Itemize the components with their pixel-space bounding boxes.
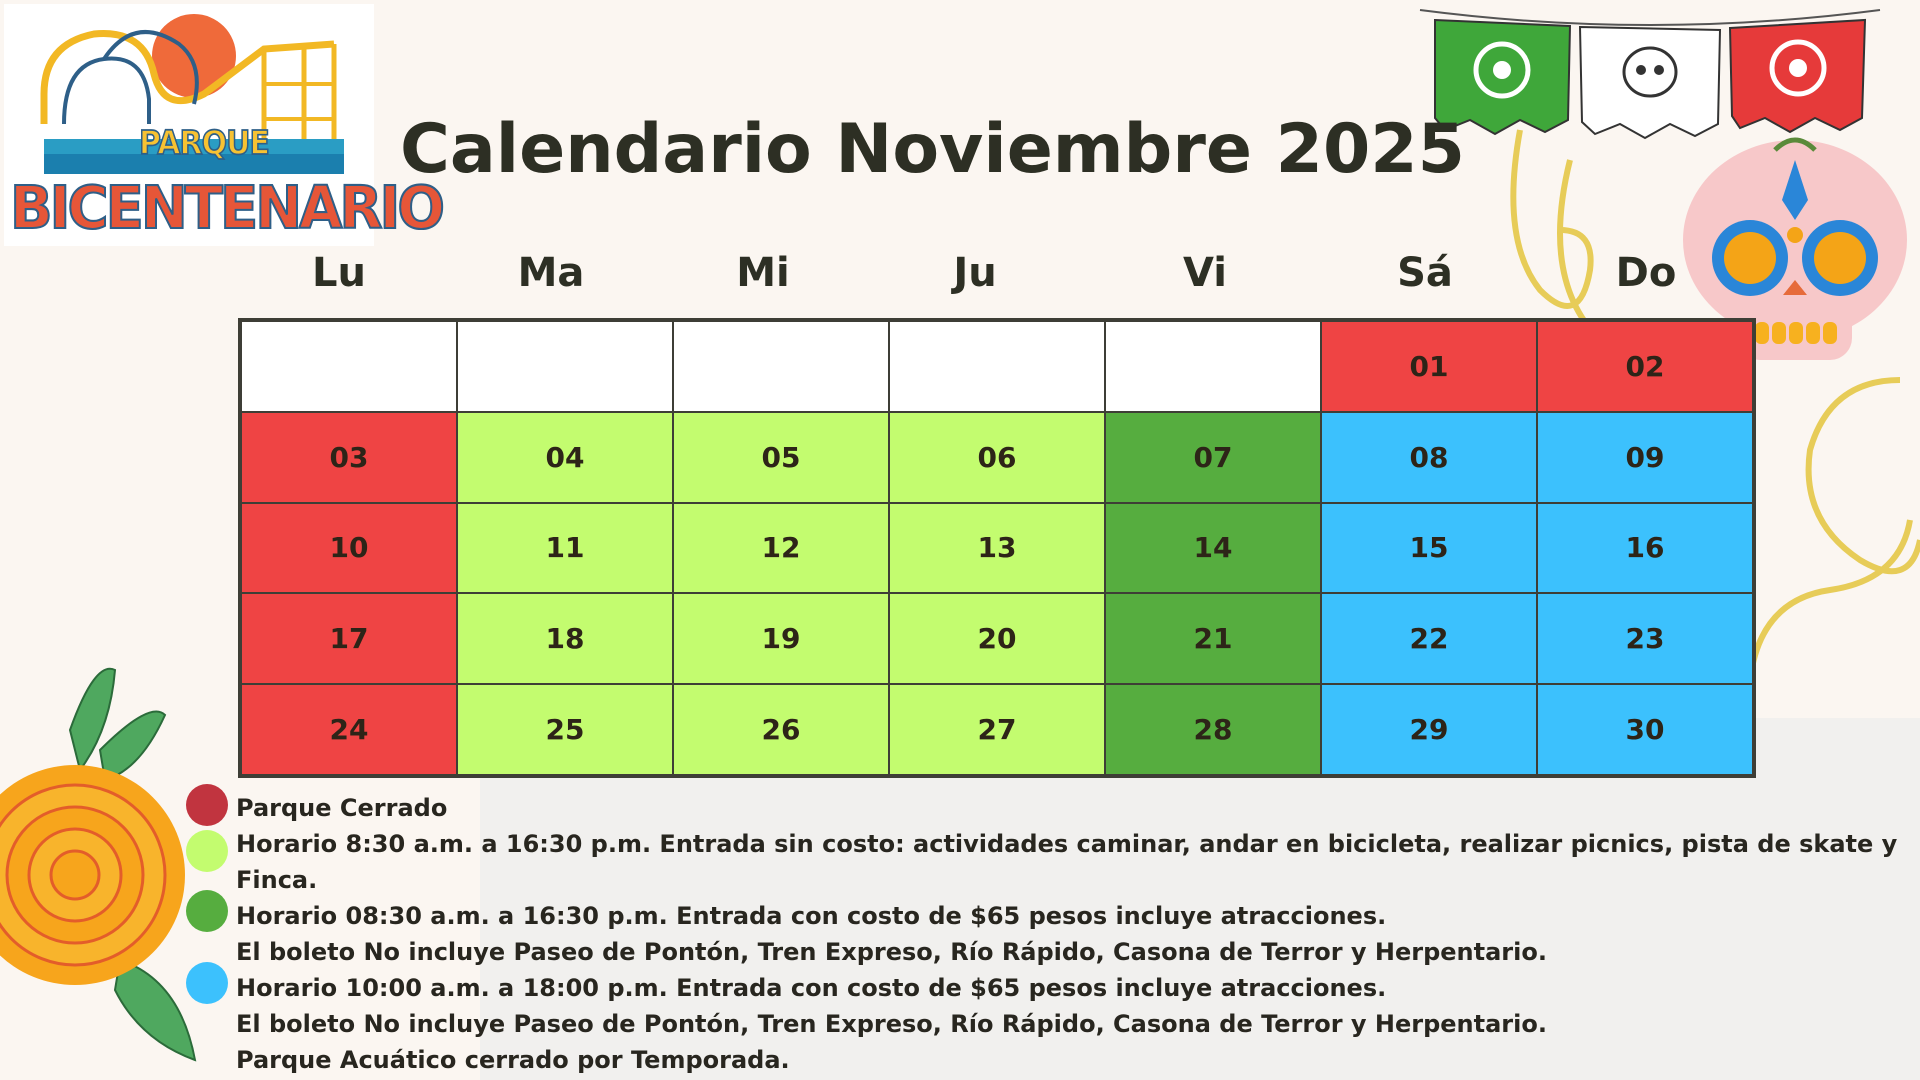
parque-bicentenario-logo bbox=[4, 4, 442, 246]
calendar-day-11: 11 bbox=[457, 503, 673, 594]
calendar-day-10: 10 bbox=[241, 503, 457, 594]
legend-paid-late-line: El boleto No incluye Paseo de Pontón, Tren Expreso, Río Rápido, Casona de Terror y Herpentario. bbox=[236, 1010, 1547, 1038]
logo-parque-text: PARQUE bbox=[139, 124, 269, 163]
legend bbox=[236, 790, 1916, 1078]
calendar-empty-cell bbox=[889, 321, 1105, 412]
logo-bicentenario-text: BICENTENARIO bbox=[10, 174, 442, 243]
cempasuchil-flower-icon bbox=[0, 660, 220, 1080]
calendar-day-30: 30 bbox=[1537, 684, 1753, 775]
calendar-day-13: 13 bbox=[889, 503, 1105, 594]
legend-paid-late-line: Horario 10:00 a.m. a 18:00 p.m. Entrada con costo de $65 pesos incluye atracciones. bbox=[236, 974, 1387, 1002]
calendar-day-09: 09 bbox=[1537, 412, 1753, 503]
calendar-empty-cell bbox=[241, 321, 457, 412]
calendar-day-04: 04 bbox=[457, 412, 673, 503]
weekday-sunday: Do bbox=[1615, 250, 1677, 296]
calendar-day-07: 07 bbox=[1105, 412, 1321, 503]
calendar-day-18: 18 bbox=[457, 593, 673, 684]
calendar-day-21: 21 bbox=[1105, 593, 1321, 684]
calendar-day-03: 03 bbox=[241, 412, 457, 503]
calendar-day-27: 27 bbox=[889, 684, 1105, 775]
weekday-friday: Vi bbox=[1183, 250, 1227, 296]
legend-paid-late-dot bbox=[186, 962, 228, 1004]
calendar-day-19: 19 bbox=[673, 593, 889, 684]
page-title: Calendario Noviembre 2025 bbox=[400, 110, 1465, 189]
calendar-day-15: 15 bbox=[1321, 503, 1537, 594]
legend-free-line: Horario 8:30 a.m. a 16:30 p.m. Entrada sin costo: actividades caminar, andar en bicicleta, realizar picnics, pista de skate y bbox=[236, 830, 1898, 858]
calendar-day-22: 22 bbox=[1321, 593, 1537, 684]
calendar-day-26: 26 bbox=[673, 684, 889, 775]
calendar-day-01: 01 bbox=[1321, 321, 1537, 412]
calendar-day-29: 29 bbox=[1321, 684, 1537, 775]
calendar-day-06: 06 bbox=[889, 412, 1105, 503]
calendar-day-23: 23 bbox=[1537, 593, 1753, 684]
calendar-day-08: 08 bbox=[1321, 412, 1537, 503]
weekday-wednesday: Mi bbox=[736, 250, 790, 296]
weekday-tuesday: Ma bbox=[517, 250, 585, 296]
legend-paid-early-dot bbox=[186, 890, 228, 932]
calendar-empty-cell bbox=[1105, 321, 1321, 412]
calendar-empty-cell bbox=[673, 321, 889, 412]
calendar-day-24: 24 bbox=[241, 684, 457, 775]
weekday-saturday: Sá bbox=[1397, 250, 1453, 296]
legend-free-dot bbox=[186, 830, 228, 872]
calendar-day-25: 25 bbox=[457, 684, 673, 775]
calendar-empty-cell bbox=[457, 321, 673, 412]
calendar-day-20: 20 bbox=[889, 593, 1105, 684]
calendar-day-28: 28 bbox=[1105, 684, 1321, 775]
legend-free-line: Finca. bbox=[236, 866, 318, 894]
calendar-day-14: 14 bbox=[1105, 503, 1321, 594]
legend-closed-line: Parque Cerrado bbox=[236, 794, 448, 822]
legend-paid-early-line: El boleto No incluye Paseo de Pontón, Tren Expreso, Río Rápido, Casona de Terror y Herpentario. bbox=[236, 938, 1547, 966]
calendar-day-02: 02 bbox=[1537, 321, 1753, 412]
legend-closed-dot bbox=[186, 784, 228, 826]
weekday-monday: Lu bbox=[312, 250, 366, 296]
calendar-grid bbox=[238, 318, 1756, 778]
legend-paid-early-line: Horario 08:30 a.m. a 16:30 p.m. Entrada con costo de $65 pesos incluye atracciones. bbox=[236, 902, 1387, 930]
calendar-day-16: 16 bbox=[1537, 503, 1753, 594]
calendar-day-17: 17 bbox=[241, 593, 457, 684]
calendar-day-05: 05 bbox=[673, 412, 889, 503]
weekday-thursday: Ju bbox=[953, 250, 997, 296]
calendar-day-12: 12 bbox=[673, 503, 889, 594]
legend-paid-late-line: Parque Acuático cerrado por Temporada. bbox=[236, 1046, 790, 1074]
